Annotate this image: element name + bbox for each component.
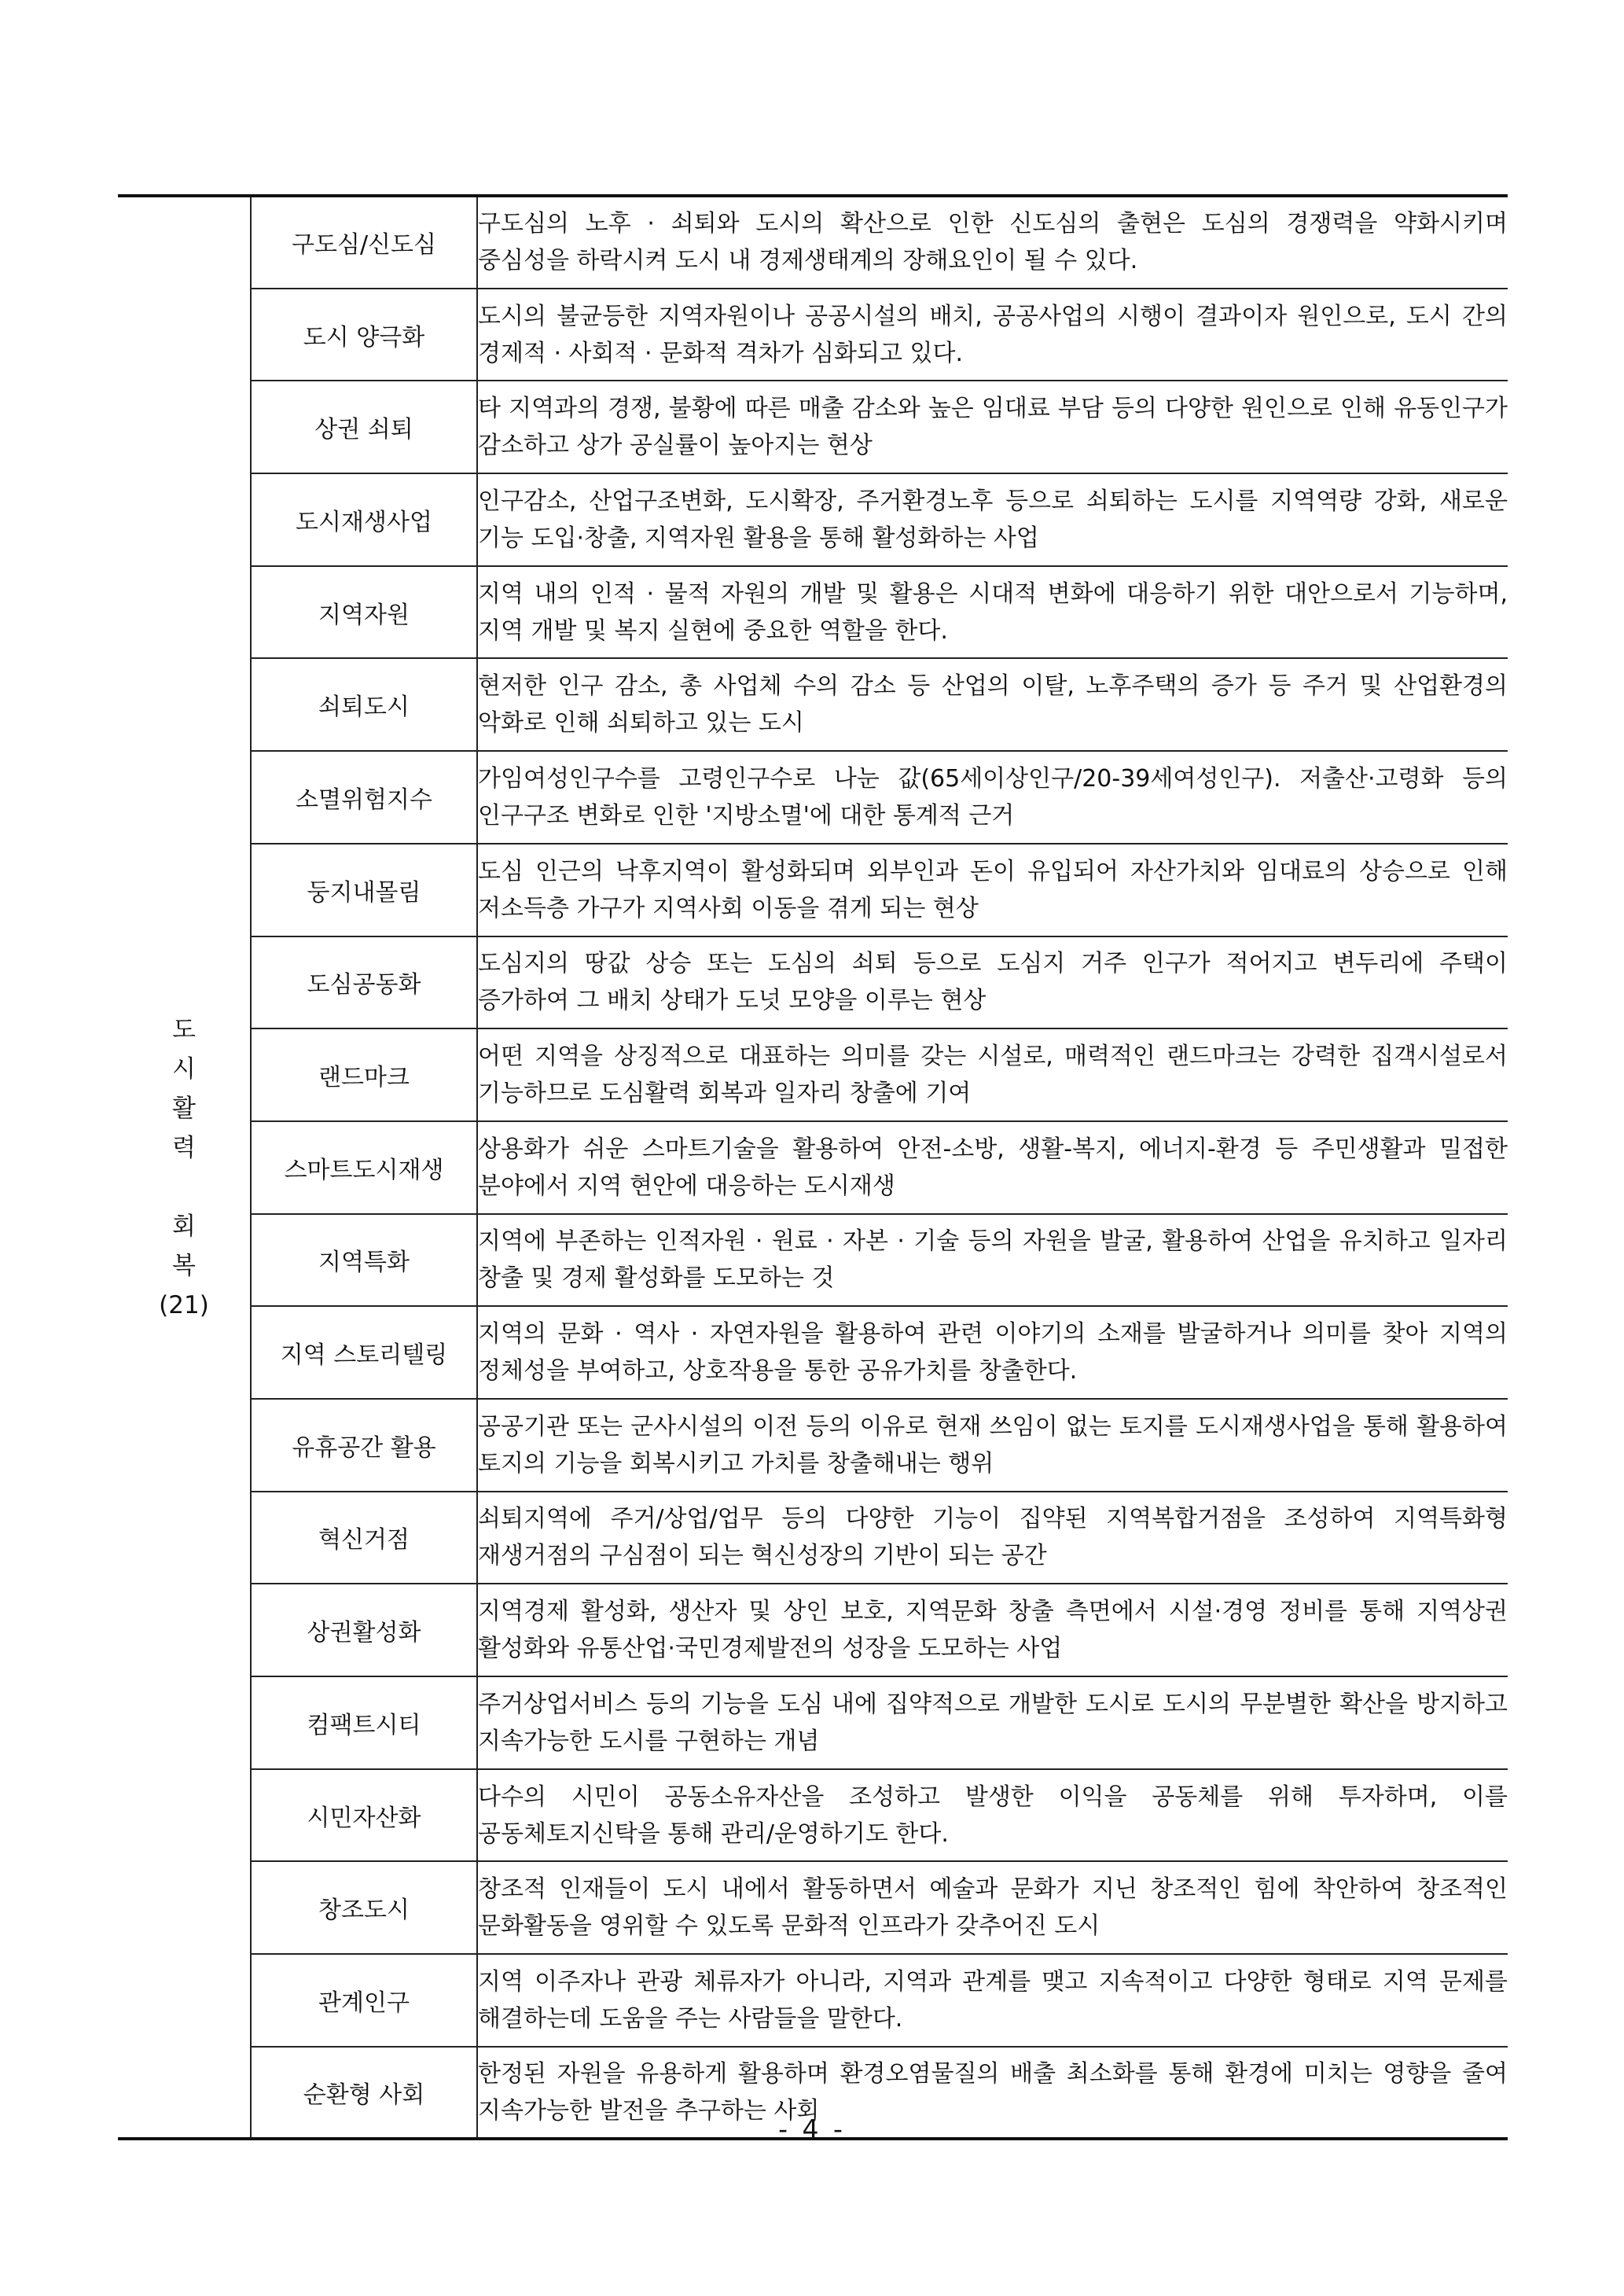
table-row	[118, 844, 1508, 936]
table-row	[118, 1584, 1508, 1676]
term-cell: 도시재생사업	[251, 473, 477, 566]
category-char: 회	[172, 1212, 196, 1241]
table-row	[118, 381, 1508, 473]
table-row	[118, 196, 1508, 289]
category-char: 도	[172, 1015, 196, 1044]
category-spacer	[118, 1168, 250, 1207]
term-cell: 지역 스토리텔링	[251, 1306, 477, 1399]
term-cell: 상권 쇠퇴	[251, 381, 477, 473]
description-cell: 지역 이주자나 관광 체류자가 아니라, 지역과 관계를 맺고 지속적이고 다양한 형태로 지역 문제를 해결하는데 도움을 주는 사람들을 말한다.	[477, 1954, 1508, 2047]
table-row	[118, 566, 1508, 659]
description-cell: 지역에 부존하는 인적자원 · 원료 · 자본 · 기술 등의 자원을 발굴, 활용하여 산업을 유치하고 일자리 창출 및 경제 활성화를 도모하는 것	[477, 1214, 1508, 1307]
term-cell: 컴팩트시티	[251, 1676, 477, 1769]
table-row	[118, 1028, 1508, 1121]
term-cell: 유휴공간 활용	[251, 1399, 477, 1492]
glossary-body	[118, 196, 1508, 2139]
term-cell: 지역자원	[251, 566, 477, 659]
description-cell: 지역경제 활성화, 생산자 및 상인 보호, 지역문화 창출 측면에서 시설·경영 정비를 통해 지역상권 활성화와 유통산업·국민경제발전의 성장을 도모하는 사업	[477, 1584, 1508, 1676]
term-cell: 상권활성화	[251, 1584, 477, 1676]
table-row	[118, 1214, 1508, 1307]
table-row	[118, 1676, 1508, 1769]
category-cell	[118, 196, 251, 2139]
term-cell: 순환형 사회	[251, 2047, 477, 2140]
category-char: 력	[172, 1133, 196, 1162]
table-row	[118, 1492, 1508, 1584]
table-row	[118, 1306, 1508, 1399]
category-count: (21)	[159, 1290, 209, 1319]
term-cell: 관계인구	[251, 1954, 477, 2047]
term-cell: 둥지내몰림	[251, 844, 477, 936]
glossary-page	[118, 194, 1508, 2140]
table-row	[118, 751, 1508, 844]
description-cell: 상용화가 쉬운 스마트기술을 활용하여 안전-소방, 생활-복지, 에너지-환경 등 주민생활과 밀접한 분야에서 지역 현안에 대응하는 도시재생	[477, 1121, 1508, 1214]
description-cell: 창조적 인재들이 도시 내에서 활동하면서 예술과 문화가 지닌 창조적인 힘에 착안하여 창조적인 문화활동을 영위할 수 있도록 문화적 인프라가 갖추어진 도시	[477, 1861, 1508, 1954]
table-row	[118, 1121, 1508, 1214]
description-cell: 지역 내의 인적 · 물적 자원의 개발 및 활용은 시대적 변화에 대응하기 위한 대안으로서 기능하며, 지역 개발 및 복지 실현에 중요한 역할을 한다.	[477, 566, 1508, 659]
term-cell: 창조도시	[251, 1861, 477, 1954]
description-cell: 현저한 인구 감소, 총 사업체 수의 감소 등 산업의 이탈, 노후주택의 증가 등 주거 및 산업환경의 악화로 인해 쇠퇴하고 있는 도시	[477, 658, 1508, 751]
description-cell: 가임여성인구수를 고령인구수로 나눈 값(65세이상인구/20-39세여성인구). 저출산·고령화 등의 인구구조 변화로 인한 '지방소멸'에 대한 통계적 근거	[477, 751, 1508, 844]
description-cell: 타 지역과의 경쟁, 불황에 따른 매출 감소와 높은 임대료 부담 등의 다양한 원인으로 인해 유동인구가 감소하고 상가 공실률이 높아지는 현상	[477, 381, 1508, 473]
term-cell: 도시 양극화	[251, 289, 477, 381]
category-char: 시	[172, 1054, 196, 1084]
description-cell: 도심지의 땅값 상승 또는 도심의 쇠퇴 등으로 도심지 거주 인구가 적어지고 변두리에 주택이 증가하여 그 배치 상태가 도넛 모양을 이루는 현상	[477, 936, 1508, 1029]
term-cell: 지역특화	[251, 1214, 477, 1307]
table-row	[118, 658, 1508, 751]
term-cell: 소멸위험지수	[251, 751, 477, 844]
table-row	[118, 473, 1508, 566]
category-char: 활	[172, 1094, 196, 1123]
table-row	[118, 1861, 1508, 1954]
description-cell: 도심 인근의 낙후지역이 활성화되며 외부인과 돈이 유입되어 자산가치와 임대료의 상승으로 인해 저소득층 가구가 지역사회 이동을 겪게 되는 현상	[477, 844, 1508, 936]
table-row	[118, 1399, 1508, 1492]
description-cell: 도시의 불균등한 지역자원이나 공공시설의 배치, 공공사업의 시행이 결과이자 원인으로, 도시 간의 경제적 · 사회적 · 문화적 격차가 심화되고 있다.	[477, 289, 1508, 381]
description-cell: 구도심의 노후 · 쇠퇴와 도시의 확산으로 인한 신도심의 출현은 도심의 경쟁력을 약화시키며 중심성을 하락시켜 도시 내 경제생태계의 장해요인이 될 수 있다.	[477, 196, 1508, 289]
term-cell: 도심공동화	[251, 936, 477, 1029]
term-cell: 스마트도시재생	[251, 1121, 477, 1214]
term-cell: 시민자산화	[251, 1769, 477, 1862]
description-cell: 주거상업서비스 등의 기능을 도심 내에 집약적으로 개발한 도시로 도시의 무분별한 확산을 방지하고 지속가능한 도시를 구현하는 개념	[477, 1676, 1508, 1769]
description-cell: 한정된 자원을 유용하게 활용하며 환경오염물질의 배출 최소화를 통해 환경에 미치는 영향을 줄여 지속가능한 발전을 추구하는 사회	[477, 2047, 1508, 2140]
table-row	[118, 936, 1508, 1029]
term-cell: 혁신거점	[251, 1492, 477, 1584]
term-cell: 구도심/신도심	[251, 196, 477, 289]
table-row	[118, 1954, 1508, 2047]
description-cell: 어떤 지역을 상징적으로 대표하는 의미를 갖는 시설로, 매력적인 랜드마크는 강력한 집객시설로서 기능하므로 도심활력 회복과 일자리 창출에 기여	[477, 1028, 1508, 1121]
table-row	[118, 289, 1508, 381]
description-cell: 지역의 문화 · 역사 · 자연자원을 활용하여 관련 이야기의 소재를 발굴하거나 의미를 찾아 지역의 정체성을 부여하고, 상호작용을 통한 공유가치를 창출한다.	[477, 1306, 1508, 1399]
term-cell: 랜드마크	[251, 1028, 477, 1121]
description-cell: 인구감소, 산업구조변화, 도시확장, 주거환경노후 등으로 쇠퇴하는 도시를 지역역량 강화, 새로운 기능 도입·창출, 지역자원 활용을 통해 활성화하는 사업	[477, 473, 1508, 566]
term-cell: 쇠퇴도시	[251, 658, 477, 751]
description-cell: 쇠퇴지역에 주거/상업/업무 등의 다양한 기능이 집약된 지역복합거점을 조성하여 지역특화형 재생거점의 구심점이 되는 혁신성장의 기반이 되는 공간	[477, 1492, 1508, 1584]
table-row	[118, 1769, 1508, 1862]
category-char: 복	[172, 1251, 196, 1280]
glossary-table	[118, 194, 1508, 2140]
description-cell: 다수의 시민이 공동소유자산을 조성하고 발생한 이익을 공동체를 위해 투자하며, 이를 공동체토지신탁을 통해 관리/운영하기도 한다.	[477, 1769, 1508, 1862]
description-cell: 공공기관 또는 군사시설의 이전 등의 이유로 현재 쓰임이 없는 토지를 도시재생사업을 통해 활용하여 토지의 기능을 회복시키고 가치를 창출해내는 행위	[477, 1399, 1508, 1492]
page-number: - 4 -	[778, 2114, 846, 2144]
